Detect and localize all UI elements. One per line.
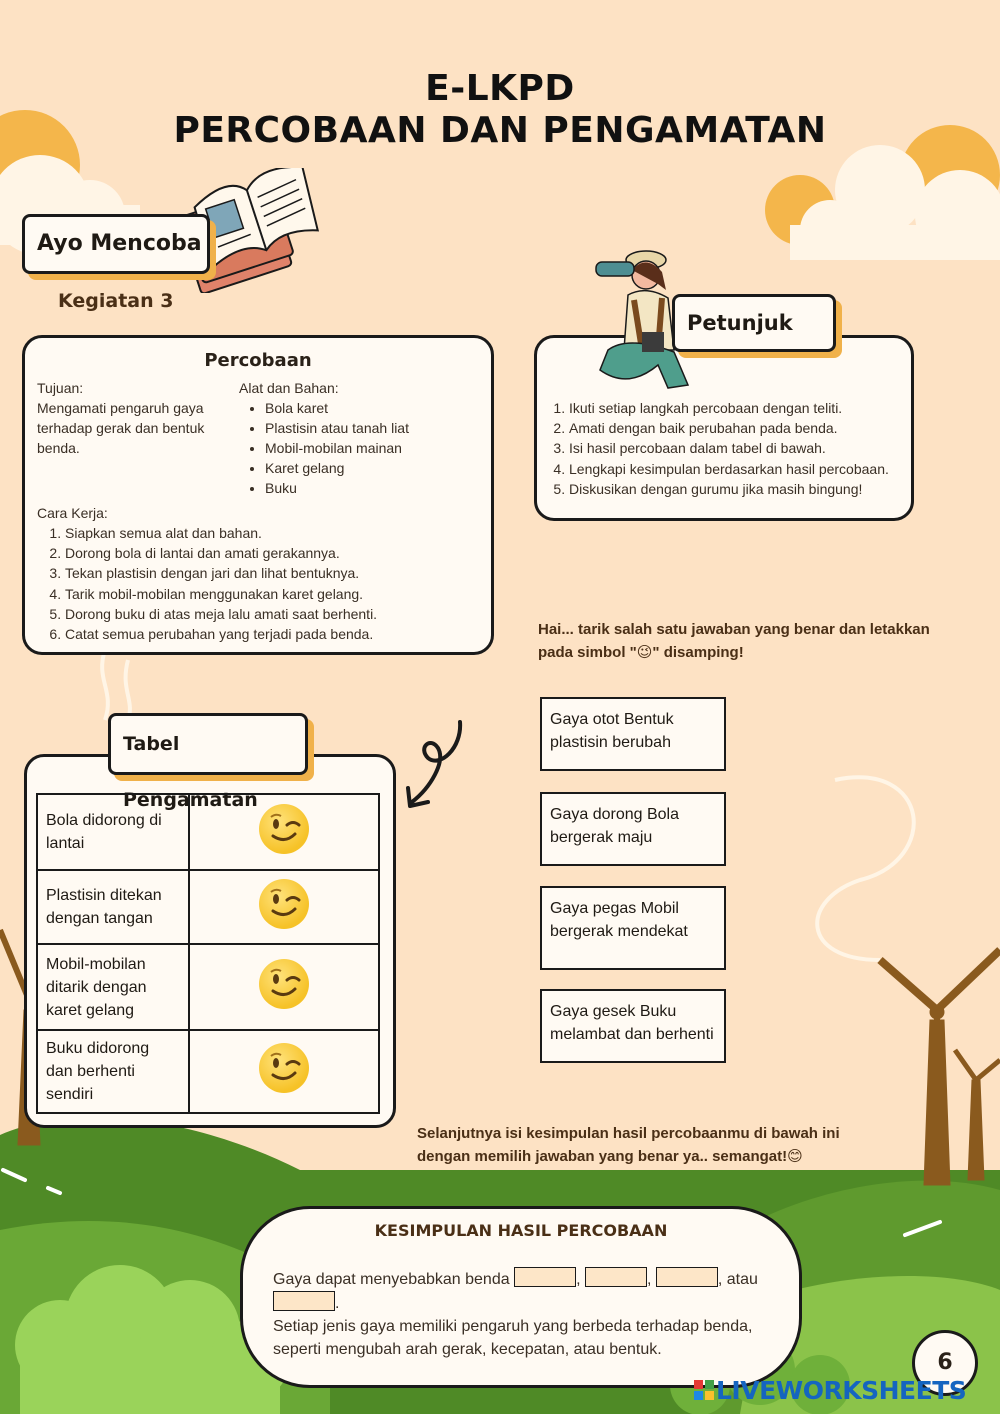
list-item: 3. Isi hasil percobaan dalam tabel di bawah. xyxy=(569,438,907,458)
table-row xyxy=(37,944,379,1030)
title-line-2: PERCOBAAN DAN PENGAMATAN xyxy=(173,110,827,151)
table-cell: Mobil-mobilan ditarik dengan karet gelang xyxy=(37,944,189,1030)
table-cell: Plastisin ditekan dengan tangan xyxy=(37,870,189,944)
drop-target[interactable] xyxy=(189,1030,379,1113)
page-title xyxy=(0,68,1000,152)
kesimpulan-text-3: Setiap jenis gaya memiliki pengaruh yang berbeda terhadap benda, seperti mengubah arah gerak, kecepatan, atau bentuk. xyxy=(273,1318,753,1358)
drop-target[interactable] xyxy=(189,870,379,944)
list-item: • Karet gelang xyxy=(265,458,479,478)
list-item: 2. Dorong bola di lantai dan amati gerakannya. xyxy=(65,543,477,563)
answer-option[interactable]: Gaya otot Bentuk plastisin berubah xyxy=(540,697,726,771)
tujuan-label: Tujuan: xyxy=(37,380,84,396)
answer-option[interactable]: Gaya gesek Buku melambat dan berhenti xyxy=(540,989,726,1063)
petunjuk-label: Petunjuk xyxy=(672,294,836,352)
wink-emoji-icon xyxy=(259,959,309,1009)
alat-list xyxy=(239,398,479,498)
percobaan-card xyxy=(22,335,494,655)
kesimpulan-text-2: , atau xyxy=(717,1271,758,1288)
answer-option[interactable]: Gaya dorong Bola bergerak maju xyxy=(540,792,726,866)
petunjuk-list xyxy=(541,398,907,499)
windmill-icon xyxy=(880,950,1000,1185)
list-item: 4. Lengkapi kesimpulan berdasarkan hasil percobaan. xyxy=(569,459,907,479)
brand-icon xyxy=(694,1380,714,1402)
percobaan-title: Percobaan xyxy=(204,350,312,371)
kesimpulan-card: KESIMPULAN HASIL PERCOBAAN Gaya dapat menyebabkan benda , , , atau . Setiap jenis gaya memiliki pengaruh yang berbeda terhadap benda, seperti mengubah arah gerak, kecepatan, atau bentuk. xyxy=(240,1206,802,1388)
list-item: 4. Tarik mobil-mobilan menggunakan karet gelang. xyxy=(65,584,477,604)
list-item: 5. Diskusikan dengan gurumu jika masih bingung! xyxy=(569,479,907,499)
kesimpulan-title: KESIMPULAN HASIL PERCOBAAN xyxy=(374,1221,668,1240)
alat-label: Alat dan Bahan: xyxy=(239,380,339,396)
kegiatan-label: Kegiatan 3 xyxy=(58,290,174,312)
table-cell: Buku didorong dan berhenti sendiri xyxy=(37,1030,189,1113)
answer-blank[interactable] xyxy=(585,1267,647,1287)
kesimpulan-text-1: Gaya dapat menyebabkan benda xyxy=(273,1271,510,1288)
cara-list xyxy=(37,523,477,644)
list-item: 5. Dorong buku di atas meja lalu amati saat berhenti. xyxy=(65,604,477,624)
wink-emoji-icon xyxy=(259,1043,309,1093)
ayo-mencoba-label: Ayo Mencoba xyxy=(22,214,210,274)
curly-arrow-icon xyxy=(400,718,470,810)
cara-label: Cara Kerja: xyxy=(37,505,108,521)
wink-emoji-icon xyxy=(259,879,309,929)
table-cell: Bola didorong di lantai xyxy=(37,794,189,870)
drop-target[interactable] xyxy=(189,944,379,1030)
table-row xyxy=(37,1030,379,1113)
tujuan-text: Mengamati pengaruh gaya terhadap gerak dan bentuk benda. xyxy=(37,400,205,456)
wink-emoji-icon xyxy=(259,804,309,854)
table-row xyxy=(37,870,379,944)
list-item: 1. Ikuti setiap langkah percobaan dengan teliti. xyxy=(569,398,907,418)
answer-blank[interactable] xyxy=(656,1267,718,1287)
swirl-line xyxy=(817,777,914,960)
list-item: 2. Amati dengan baik perubahan pada benda. xyxy=(569,418,907,438)
list-item: 1. Siapkan semua alat dan bahan. xyxy=(65,523,477,543)
observation-table xyxy=(36,793,380,1114)
page-number: 6 xyxy=(912,1330,978,1396)
tabel-pengamatan-label: Tabel Pengamatan xyxy=(108,713,308,775)
list-item: • Bola karet xyxy=(265,398,479,418)
drop-target[interactable] xyxy=(189,794,379,870)
list-item: • Plastisin atau tanah liat xyxy=(265,418,479,438)
answer-blank[interactable] xyxy=(273,1291,335,1311)
list-item: • Buku xyxy=(265,478,479,498)
title-line-1: E-LKPD xyxy=(425,68,575,109)
table-row xyxy=(37,794,379,870)
answer-blank[interactable] xyxy=(514,1267,576,1287)
list-item: • Mobil-mobilan mainan xyxy=(265,438,479,458)
list-item: 3. Tekan plastisin dengan jari dan lihat bentuknya. xyxy=(65,563,477,583)
conclusion-prompt: Selanjutnya isi kesimpulan hasil percobaanmu di bawah ini dengan memilih jawaban yang benar ya.. semangat!😊 xyxy=(417,1125,840,1165)
list-item: 6. Catat semua perubahan yang terjadi pada benda. xyxy=(65,624,477,644)
drag-instruction: Hai... tarik salah satu jawaban yang benar dan letakkan pada simbol "😉" disamping! xyxy=(538,621,930,661)
answer-option[interactable]: Gaya pegas Mobil bergerak mendekat xyxy=(540,886,726,970)
